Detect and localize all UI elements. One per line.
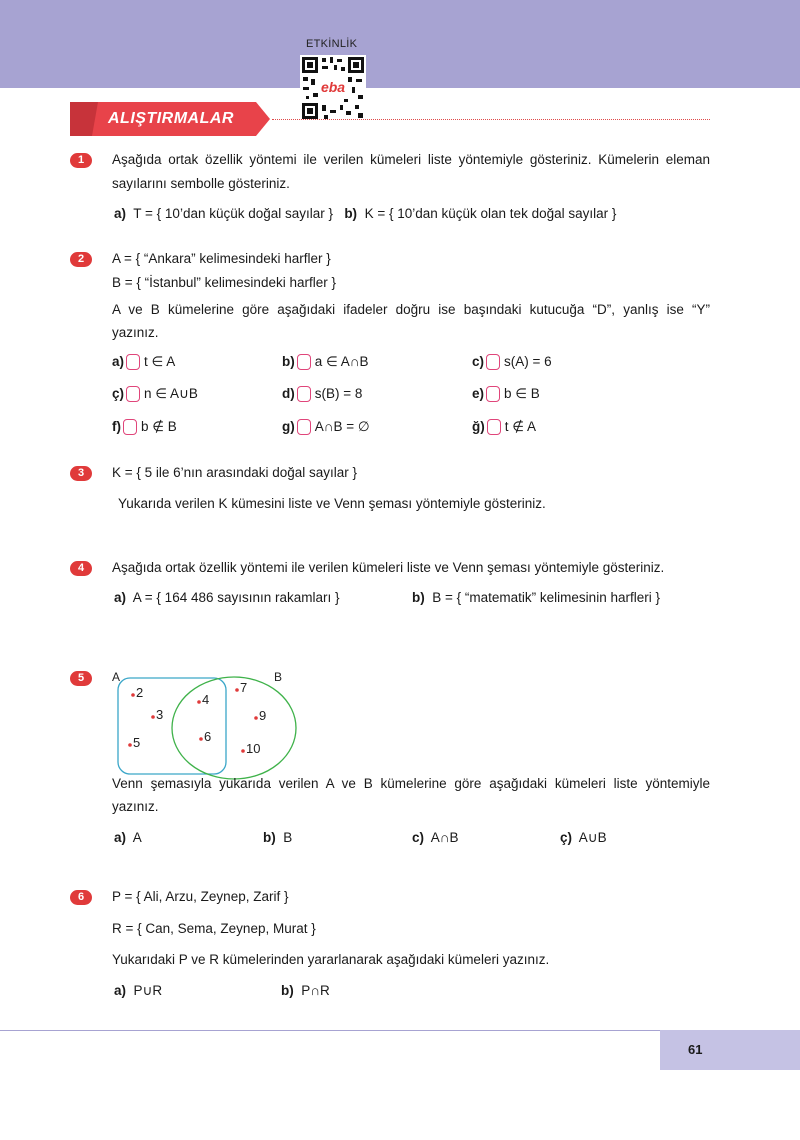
q6-instruction: Yukarıdaki P ve R kümelerinden yararlanarak aşağıdaki kümeleri yazınız. <box>112 952 550 967</box>
q2-item-d-text: s(B) = 8 <box>314 386 363 401</box>
q2-item-c-label: c) <box>472 354 485 369</box>
q5-item-c-text: A∩B <box>430 830 459 845</box>
venn-element: 2 <box>136 685 144 700</box>
question-number-1: 1 <box>70 153 92 168</box>
q5-item-a-label: a) <box>114 830 127 845</box>
q5-item-b-label: b) <box>263 830 276 845</box>
answer-checkbox-cc[interactable] <box>126 386 140 402</box>
venn-label-b: B <box>274 670 283 684</box>
q5-item-c-label: c) <box>412 830 425 845</box>
q2-item-b-label: b) <box>282 354 295 369</box>
q5-item-c <box>412 829 459 847</box>
answer-checkbox-gg[interactable] <box>487 419 501 435</box>
q5-item-a-text: A <box>132 830 142 845</box>
q1-item-b-text: K = { 10’dan küçük olan tek doğal sayılar } <box>364 206 617 221</box>
venn-element: 5 <box>133 735 141 750</box>
q6-item-b-text: P∩R <box>301 983 330 998</box>
venn-element: 3 <box>156 707 164 722</box>
q1-text-line2: sayılarını sembolle gösteriniz. <box>112 176 290 191</box>
q2-item-d-label: d) <box>282 386 295 401</box>
venn-element: 9 <box>259 708 267 723</box>
q1-item-b-label: b) <box>344 206 358 221</box>
question-number-5: 5 <box>70 671 92 686</box>
venn-element: 4 <box>202 692 210 707</box>
q2-item-cc <box>112 385 198 403</box>
q2-item-g <box>282 418 370 436</box>
q1-item-a-text: T = { 10’dan küçük doğal sayılar } <box>133 206 334 221</box>
q2-item-gg <box>472 418 536 436</box>
q5-item-cc-label: ç) <box>560 830 573 845</box>
venn-element: 6 <box>204 729 212 744</box>
answer-checkbox-b[interactable] <box>297 354 311 370</box>
q4-item-a-label: a) <box>114 590 127 605</box>
q1-item-a <box>114 205 616 223</box>
footer-rule <box>0 1030 660 1031</box>
answer-checkbox-g[interactable] <box>297 419 311 435</box>
answer-checkbox-d[interactable] <box>297 386 311 402</box>
q3-set-k: K = { 5 ile 6’nın arasındaki doğal sayılar } <box>112 465 358 480</box>
q2-item-cc-label: ç) <box>112 386 125 401</box>
question-number-2: 2 <box>70 252 92 267</box>
q2-instruction-line2: yazınız. <box>112 325 159 340</box>
venn-element: 10 <box>246 741 261 756</box>
q1-item-a-label: a) <box>114 206 127 221</box>
q2-item-a-text: t ∈ A <box>144 354 176 369</box>
q6-set-r: R = { Can, Sema, Zeynep, Murat } <box>112 921 316 936</box>
question-number-6: 6 <box>70 890 92 905</box>
q4-item-b-label: b) <box>412 590 425 605</box>
q2-item-gg-text: t ∉ A <box>504 419 537 434</box>
q6-item-b-label: b) <box>281 983 294 998</box>
venn-set-b-shape <box>172 677 296 779</box>
qr-logo-text: eba <box>320 79 346 95</box>
answer-checkbox-a[interactable] <box>126 354 140 370</box>
page-number-box <box>660 1030 800 1070</box>
q2-item-f-text: b ∉ B <box>141 419 177 434</box>
venn-label-a: A <box>112 670 121 684</box>
top-header-band <box>0 0 800 88</box>
venn-diagram <box>110 670 310 780</box>
q2-item-g-label: g) <box>282 419 295 434</box>
q5-item-a <box>114 829 142 847</box>
q4-item-b <box>412 589 660 607</box>
q2-item-b <box>282 353 369 371</box>
q2-item-gg-label: ğ) <box>472 419 485 434</box>
page-number: 61 <box>688 1042 703 1057</box>
q6-item-a-label: a) <box>114 983 127 998</box>
q4-item-a <box>114 589 340 607</box>
q4-instruction: Aşağıda ortak özellik yöntemi ile verilen kümeleri liste ve Venn şeması yöntemiyle gösteriniz. <box>112 560 665 575</box>
answer-checkbox-e[interactable] <box>486 386 500 402</box>
q2-set-a: A = { “Ankara” kelimesindeki harfler } <box>112 251 331 266</box>
q5-item-cc <box>560 829 607 847</box>
q5-instruction-line2: yazınız. <box>112 799 159 814</box>
q4-item-a-text: A = { 164 486 sayısının rakamları } <box>132 590 340 605</box>
q2-instruction-line1: A ve B kümelerine göre aşağıdaki ifadeler doğru ise başındaki kutucuğa “D”, yanlış ise “Y” <box>112 302 710 317</box>
q6-item-a-text: P∪R <box>133 983 163 998</box>
q2-item-a <box>112 353 175 371</box>
q6-item-b <box>281 982 330 1000</box>
q2-item-g-text: A∩B = ∅ <box>314 419 370 434</box>
q3-instruction: Yukarıda verilen K kümesini liste ve Venn şeması yöntemiyle gösteriniz. <box>118 496 546 511</box>
q2-item-f-label: f) <box>112 419 121 434</box>
q2-item-e-label: e) <box>472 386 485 401</box>
q2-set-b: B = { “İstanbul” kelimesindeki harfler } <box>112 275 336 290</box>
q2-item-cc-text: n ∈ A∪B <box>144 386 198 401</box>
q2-item-f <box>112 418 177 436</box>
q6-item-a <box>114 982 162 1000</box>
answer-checkbox-f[interactable] <box>123 419 137 435</box>
q2-item-c <box>472 353 552 371</box>
q2-item-a-label: a) <box>112 354 125 369</box>
q1-text-line1: Aşağıda ortak özellik yöntemi ile verilen kümeleri liste yöntemiyle gösteriniz. Kümelerin eleman <box>112 152 710 167</box>
q2-item-b-text: a ∈ A∩B <box>314 354 369 369</box>
q2-item-d <box>282 385 362 403</box>
section-title: ALIŞTIRMALAR <box>108 110 234 127</box>
q2-item-e <box>472 385 540 403</box>
answer-checkbox-c[interactable] <box>486 354 500 370</box>
q2-item-c-text: s(A) = 6 <box>504 354 552 369</box>
q5-instruction-line1: Venn şemasıyla yukarıda verilen A ve B kümelerine göre aşağıdaki kümeleri liste yöntemiyle <box>112 776 710 791</box>
q6-set-p: P = { Ali, Arzu, Zeynep, Zarif } <box>112 889 289 904</box>
question-number-4: 4 <box>70 561 92 576</box>
q5-item-b-text: B <box>283 830 293 845</box>
q5-item-cc-text: A∪B <box>578 830 607 845</box>
q4-item-b-text: B = { “matematik” kelimesinin harfleri } <box>432 590 660 605</box>
question-number-3: 3 <box>70 466 92 481</box>
q5-item-b <box>263 829 292 847</box>
qr-code-icon[interactable] <box>300 55 366 121</box>
venn-element: 7 <box>240 680 248 695</box>
etkinlik-label: ETKİNLİK <box>306 38 358 50</box>
q2-item-e-text: b ∈ B <box>504 386 540 401</box>
banner-dotted-rule <box>272 119 710 120</box>
